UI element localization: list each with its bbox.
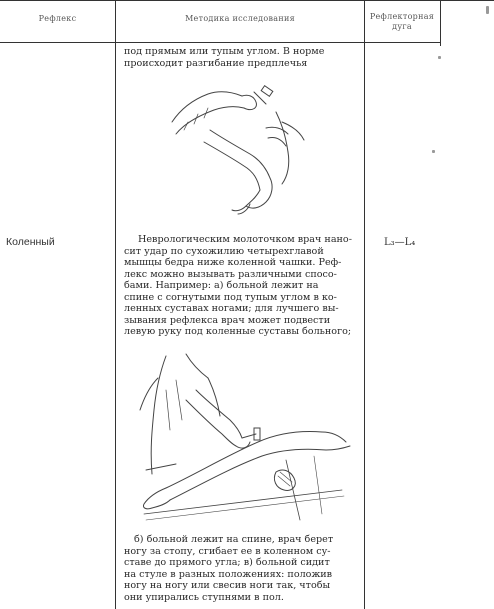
text-line: под прямым или тупым углом. В норме bbox=[124, 46, 325, 57]
text-line: зывания рефлекса врач может подвести bbox=[124, 314, 331, 326]
text-line: ставе до прямого угла; в) больной сидит bbox=[124, 557, 330, 568]
text-line: левую руку под коленные суставы больного; bbox=[124, 326, 352, 337]
elbow-reflex-figure bbox=[170, 82, 310, 217]
text-line: ленных суставах ногами; для лучшего вы- bbox=[124, 303, 339, 314]
scan-speck bbox=[432, 150, 435, 153]
header-reflex: Рефлекс bbox=[38, 14, 77, 23]
text-line: происходит разгибание предплечья bbox=[124, 57, 308, 69]
knee-reflex-figure bbox=[126, 350, 358, 530]
main-description bbox=[124, 234, 358, 338]
text-line: бами. Например: а) больной лежит на bbox=[124, 280, 319, 291]
column-divider-1 bbox=[115, 0, 116, 609]
header-method: Методика исследования bbox=[185, 14, 295, 23]
text-line: ногу за стопу, сгибает ее в коленном су- bbox=[124, 545, 331, 557]
column-divider-2 bbox=[364, 0, 365, 609]
elbow-reflex-illustration bbox=[170, 82, 310, 217]
bottom-description bbox=[124, 534, 358, 603]
text-line: Неврологическим молоточком врач нано- bbox=[138, 234, 352, 245]
header-arc-line2: дуга bbox=[392, 22, 412, 31]
continuation-text bbox=[124, 46, 354, 69]
reflex-name: Коленный bbox=[6, 236, 55, 248]
text-line: на стуле в разных положениях: положив bbox=[124, 568, 333, 580]
table-top-rule bbox=[0, 0, 494, 1]
text-line: мышцы бедра ниже коленной чашки. Реф- bbox=[124, 257, 342, 268]
column-divider-3 bbox=[440, 0, 441, 46]
text-line: они упирались ступнями в пол. bbox=[124, 591, 284, 603]
header-bottom-rule bbox=[0, 42, 440, 43]
text-line: спине с согнутыми под тупым углом в ко- bbox=[124, 291, 337, 303]
scan-speck bbox=[486, 6, 489, 14]
header-arc-line1: Рефлекторная bbox=[369, 12, 435, 21]
reflex-arc: L₃—L₄ bbox=[384, 237, 416, 248]
knee-reflex-illustration bbox=[126, 350, 358, 530]
text-line: лекс можно вызывать различными спосо- bbox=[124, 268, 337, 280]
text-line: б) больной лежит на спине, врач берет bbox=[134, 534, 334, 545]
text-line: сит удар по сухожилию четырехглавой bbox=[124, 245, 324, 257]
scan-speck bbox=[438, 56, 441, 59]
text-line: ногу на ногу или свесив ноги так, чтобы bbox=[124, 580, 331, 591]
